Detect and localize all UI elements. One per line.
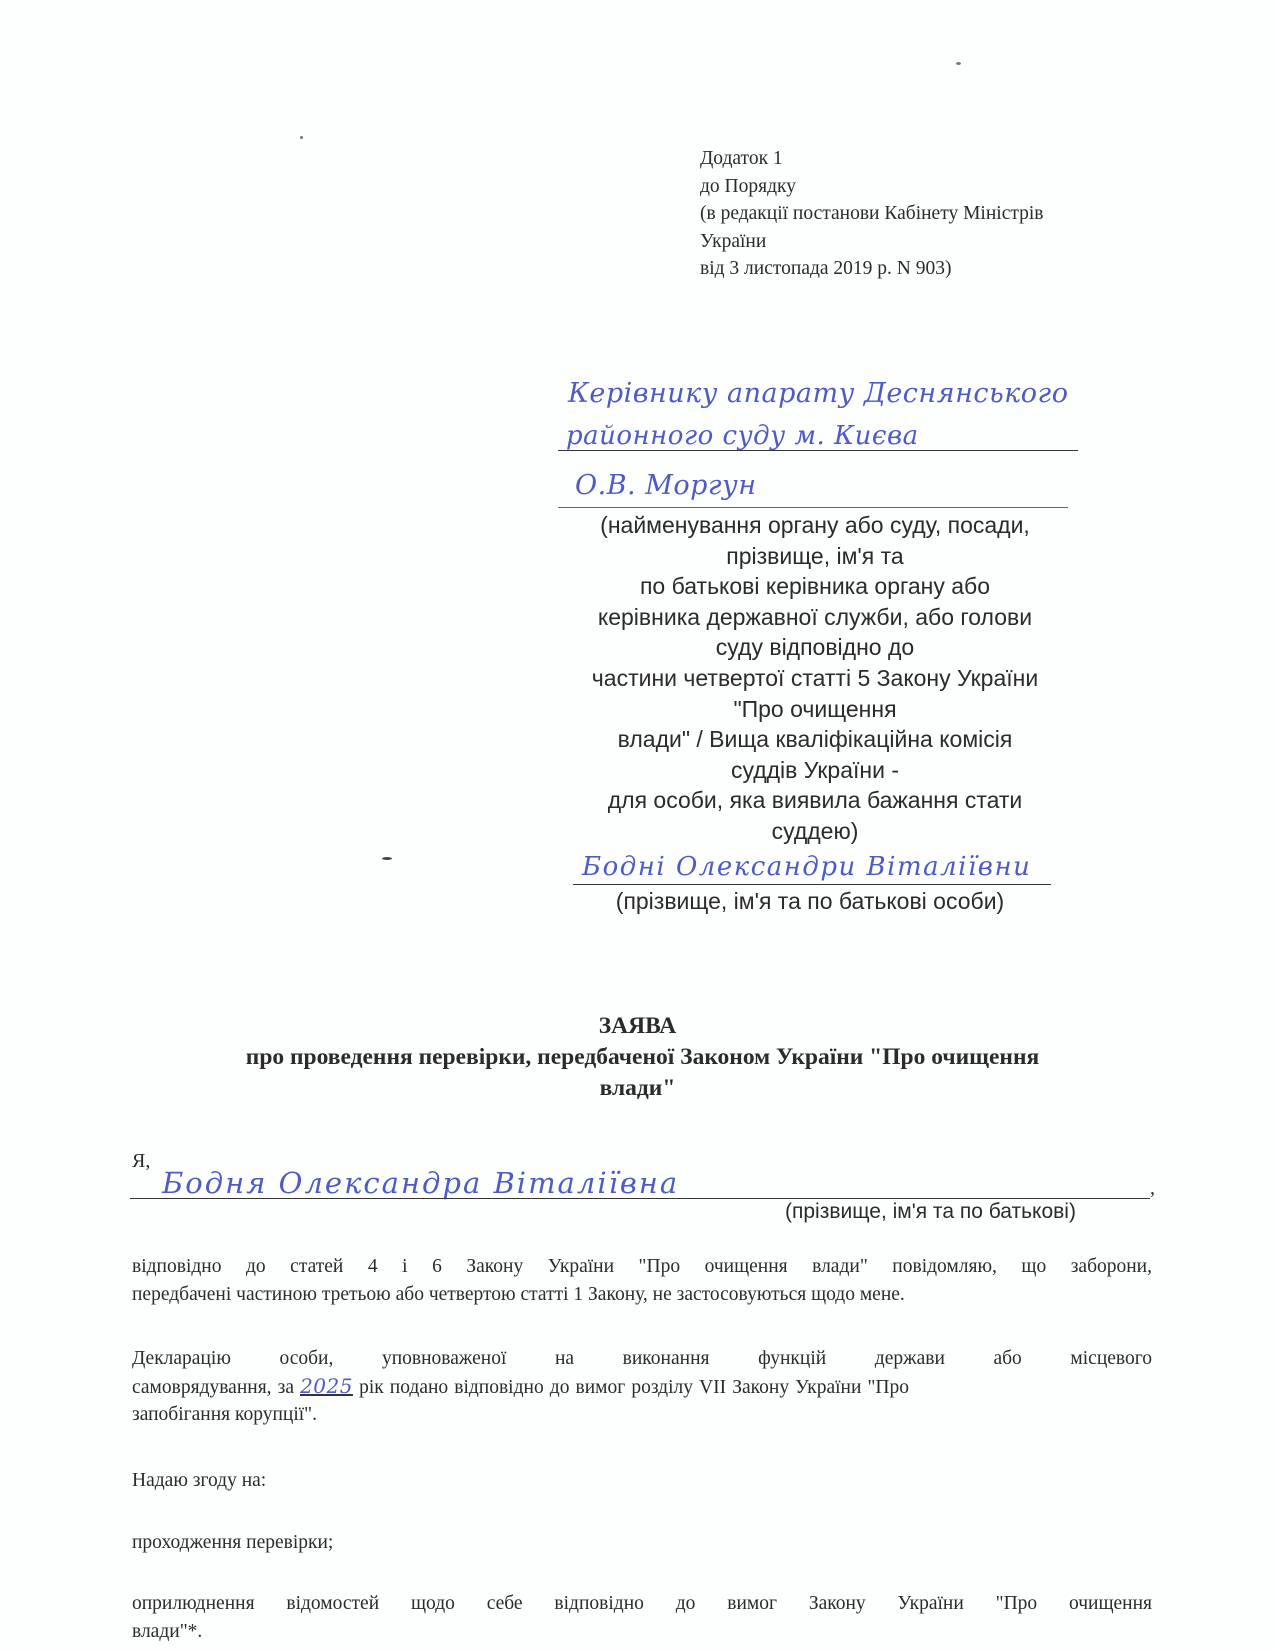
applicant-handwritten-name: Бодні Олександри Віталіївни — [582, 852, 1032, 882]
title-main: ЗАЯВА — [598, 1013, 677, 1039]
paragraph-3: Надаю згоду на: — [132, 1470, 267, 1491]
caption-line: частини четвертої статті 5 Закону України — [591, 664, 1039, 691]
paragraph-1 — [132, 1253, 1152, 1308]
paragraph-5 — [132, 1590, 1152, 1645]
scan-speck — [382, 857, 392, 860]
paragraph-line: запобігання корупції". — [132, 1404, 318, 1425]
caption-line: влади" / Вища кваліфікаційна комісія — [617, 726, 1013, 753]
attachment-block — [700, 145, 1044, 283]
attachment-line: від 3 листопада 2019 р. N 903) — [700, 258, 952, 279]
attachment-line: (в редакції постанови Кабінету Міністрів — [700, 203, 1044, 224]
addressee-underline — [558, 450, 1078, 451]
title-sub: про проведення перевірки, передбаченої Законом України "Про очищення — [245, 1044, 1040, 1070]
statement-handwritten-name: Бодня Олександра Віталіївна — [162, 1166, 680, 1200]
title-sub: влади" — [599, 1075, 676, 1101]
paragraph-text: рік подано відповідно до вимог розділу VII Закону України "Про — [359, 1376, 910, 1398]
caption-line: (найменування органу або суду, посади, — [600, 512, 1030, 538]
caption-line: суддею) — [771, 817, 859, 844]
paragraph-text: самоврядування, за — [132, 1376, 294, 1398]
addressee-handwritten-line1: Керівнику апарату Деснянського — [568, 378, 1069, 409]
caption-line: суду відповідно до — [715, 634, 915, 661]
addressee-caption — [545, 510, 1085, 847]
paragraph-line: влади"*. — [132, 1620, 203, 1642]
paragraph-2 — [132, 1345, 1152, 1429]
addressee-handwritten-line2: районного суду м. Києва — [566, 421, 919, 451]
statement-underline — [130, 1198, 1150, 1199]
statement-caption: (прізвище, ім'я та по батькові) — [785, 1200, 1076, 1223]
paragraph-line: Декларацію особи, уповноваженої на виконання функцій держави або місцевого — [132, 1348, 1152, 1369]
scan-speck — [300, 136, 303, 139]
applicant-underline — [573, 884, 1051, 885]
statement-prefix: Я, — [132, 1150, 151, 1172]
paragraph-line: передбачені частиною третьою або четвертою статті 1 Закону, не застосовуються щодо мене. — [132, 1283, 905, 1305]
paragraph-4: проходження перевірки; — [132, 1532, 334, 1553]
caption-line: суддів України - — [730, 756, 899, 783]
scan-speck — [956, 62, 961, 65]
addressee-underline — [558, 507, 1068, 508]
attachment-line: до Порядку — [700, 175, 796, 197]
addressee-handwritten-line3: О.В. Моргун — [575, 470, 757, 501]
caption-line: прізвище, ім'я та — [726, 542, 904, 569]
caption-line: "Про очищення — [733, 695, 897, 722]
attachment-line: Додаток 1 — [700, 148, 783, 169]
declaration-year: 2025 — [300, 1373, 353, 1398]
statement-comma: , — [1150, 1177, 1155, 1199]
paragraph-line: оприлюднення відомостей щодо себе відповідно до вимог Закону України "Про очищення — [132, 1593, 1152, 1614]
paragraph-line — [132, 1373, 1152, 1402]
caption-line: по батькові керівника органу або — [639, 573, 991, 600]
caption-line: керівника державної служби, або голови — [597, 603, 1033, 630]
paragraph-line: відповідно до статей 4 і 6 Закону України "Про очищення влади" повідомляю, що заборони, — [132, 1256, 1152, 1277]
attachment-line: України — [700, 230, 767, 252]
applicant-caption: (прізвище, ім'я та по батькові особи) — [615, 888, 1005, 914]
document-title — [0, 1011, 1275, 1104]
caption-line: для особи, яка виявила бажання стати — [607, 787, 1023, 814]
